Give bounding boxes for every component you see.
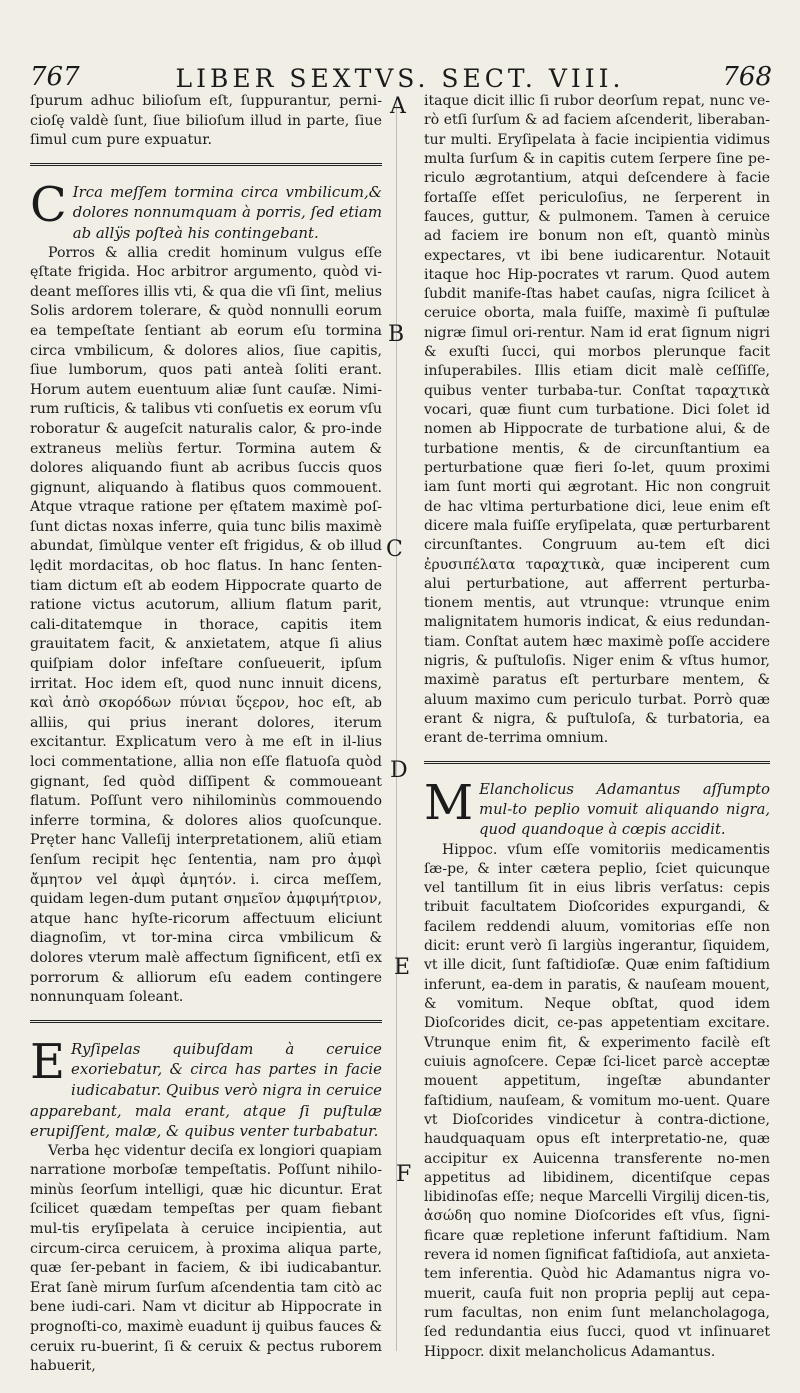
running-title: LIBER SEXTVS. SECT. VIII. [175,64,625,93]
margin-letter-c: C [386,537,403,562]
section-rule [424,761,770,764]
lemma-text: Ryſipelas quibuſdam à ceruice exoriebatur, & circa has partes in facie iudicabatur. Quibus verò nigra in ceruice apparebant, mala erant, atque ſi puſtulæ erupiſſent, malæ, & quibus venter turbabatur. [30,1039,382,1141]
commentary-paragraph: Verba hęc videntur deciſa ex longiori quapiam narratione morboſæ tempeſtatis. Poſſunt nihilo-minùs ſeorſum intelligi, quæ hic dicuntur. Erat ſcilicet quædam tempeſtas per quam fiebant mul-tis eryſipelata à ceruice incipientia, aut circum-circa ceruicem, à proxima aliqua parte, quæ ſer-pebant in faciem, & ibi iudicabantur. Erat ſanè mirum ſurſum aſcendentia tam citò ac bene iudi-cari. Nam vt dicitur ab Hippocrate in prognoſti-co, maximè euadunt ij quibus fauces & ceruix ru-buerint, ſi & ceruix & pectus ruborem habuerit, [30,1142,382,1375]
margin-letter-a: A [390,94,406,119]
continuation-paragraph: itaque dicit illic ſi rubor deorſum repat, nunc ve-rò etſi ſurſum & ad faciem aſcenderit, liberaban-tur multi. Eryſipelata à facie incipientia vidimus multa ſurſum & in capitis cutem ſerpere ſine pe-riculo ægrotantium, atqui deſcendere à facie fortaſſe eſſet periculoſius, ne ſerperent in fauces, guttur, & pulmonem. Tamen à ceruice ad faciem ire bonum non eſt, quantò minùs expectares, vt ibi bene iudicarentur. Notauit itaque hoc Hip-pocrates vt rarum. Quod autem ſubdit manife-ſtas habet cauſas, nigra ſcilicet à ceruice oborta, mala fuiſſe, maximè ſi puſtulæ nigræ ſimul ori-rentur. Nam id erat ſignum nigri & exuſti ſucci, qui morbos plerunque facit inſuperabiles. Illis etiam dicit malè ceſſiſſe, quibus venter turbaba-tur. Conſtat ταραχτικὰ vocari, quæ fiunt cum turbatione. Dici ſolet id nomen ab Hippocrate de turbatione alui, & de turbatione mentis, & de circunſtantium ea perturbatione quæ fieri ſo-let, quum proximi iam ſunt morti qui ægrotant. Hic non congruit de hac vltima perturbatione dici, leue enim eſt dicere mala fuiſſe eryſipelata, quæ perturbarent circunſtantes. Congruum au-tem eſt dici ἐρυσιπέλατα ταραχτικὰ, quæ inciperent cum alui perturbatione, aut afferrent perturba-tionem mentis, aut vtrunque: vtrunque enim malignitatem humoris indicat, & eius redundan-tiam. Conſtat autem hæc maximè poſſe accidere nigris, & puſtuloſis. Niger enim & vſtus humor, maximè paratus eſt perturbare mentem, & aluum maximo cum periculo turbat. Porrò quæ erant & nigra, & puſtuloſa, & turbatoria, ea erant de-terrima omnium. [424,93,770,747]
margin-letter-d: D [390,758,408,783]
continuation-paragraph: ſpurum adhuc bilioſum eſt, ſuppurantur, perni-cioſę valdè ſunt, ſiue bilioſum illud in parte, ſiue ſimul cum pure expuatur. [30,93,382,149]
commentary-paragraph: Hippoc. vſum eſſe vomitoriis medicamentis ſæ-pe, & inter cætera peplio, ſciet quicunque vel tantillum ſit in eius libris verſatus: cepis tribuit facultatem Dioſcorides expurgandi, & facilem reddendi aluum, vomitorias eſſe non dicit: erunt verò ſi largiùs ingerantur, ſiquidem, vt ille dicit, ſunt faſtidioſæ. Quæ enim faſtidium inferunt, ea-dem in paratis, & nauſeam mouent, & vomitum. Neque obſtat, quod idem Dioſcorides dicit, ce-pas appetentiam excitare. Vtrunque enim fit, & experimento facilè eſt cuiuis agnoſcere. Cepæ ſci-licet parcè acceptæ mouent appetitum, ingeſtæ abundanter faſtidium, nauſeam, & vomitum mo-uent. Quare vt Dioſcorides vindicetur à contra-dictione, haudquaquam opus eſt interpretatio-ne, quæ accipitur ex Auicenna transferente no-men appetitus ad libidinem, dicentiſque cepas libidinoſas eſſe; neque Marcelli Virgilij dicen-tis, ἀσώδη quo nomine Dioſcorides eſt vſus, ſigni-ficare quæ repletione inferunt faſtidium. Nam revera id nomen ſignificat faſtidioſa, aut anxieta-tem inferentia. Quòd hic Adamantus nigra vo-muerit, cauſa fuit non propria peplij aut cepa-rum facultas, non enim ſunt melancholagoga, ſed redundantia eius ſucci, quod vt inſinuaret Hippocr. dixit melancholicus Adamantus. [424,841,771,1360]
commentary-paragraph: Porros & allia credit hominum vulgus eſſe ęſtate frigida. Hoc arbitror argumento, quòd vi-deant meſſores illis vti, & qua die vſi ſint, melius Solis ardorem tolerare, & quòd nonnulli eorum ea tempeſtate ſentiant ab eorum eſu tormina circa vmbilicum, & dolores alios, ſiue capitis, ſiue lumborum, quos pati anteà ſoliti erant. Horum autem euentuum aliæ ſunt cauſæ. Nimi-rum ruſticis, & talibus vti conſuetis ex eorum vſu roboratur & augeſcit naturalis calor, & pro-inde extraneus meliùs fertur. Tormina autem & dolores aliquando fiunt ab acribus ſuccis quos gignunt, aliquando à flatibus quos commouent. Atque vtraque ratione per ęſtatem maximè poſ-ſunt dictas noxas inferre, quia tunc bilis maximè abundat, ſimùlque venter eſt frigidus, & ob illud lędit mordacitas, ob hoc flatus. In hanc ſenten-tiam dictum eſt ab eodem Hippocrate quarto de ratione victus acutorum, allium flatum parit, cali-ditatemque in thorace, capitis item grauitatem facit, & anxietatem, atque ſi alius quiſpiam dolor infeſtare conſueuerit, ipſum irritat. Hoc idem eſt, quod nunc innuit dicens, καὶ ἀπὸ σκορόδων πύνιαι ὕςερον, hoc eſt, ab alliis, qui prius inerant dolores, iterum excitantur. Explicatum vero à me eſt in il-lius loci commentatione, allia non eſſe flatuoſa quòd gignant, ſed quòd diſſipent & commoueant flatum. Poſſunt vero nihilominùs commouendo inferre tormina, & dolores alios quoſcunque. Pręter hanc Valleſij interpretationem, aliũ etiam ſenſum recipit hęc ſententia, nam pro ἀμφὶ ἄμητον vel ἀμφὶ ἀμητόν. i. circa meſſem, quidam legen-dum putant σημεῖον ἀμφιμήτριον, atque hanc hyſte-ricorum affectuum eliciunt diagnoſim, vt tor-mina circa vmbilicum & dolores vterum malè affectum ſignificent, etſi ex porrorum & alliorum eſu eadem contingere nonnunquam ſoleant. [30,244,382,1006]
drop-cap: C [30,176,67,233]
drop-cap: M [424,774,474,831]
margin-letter-f: F [396,1162,412,1187]
aphorism-lemma [424,774,770,841]
lemma-text: Irca meſſem tormina circa vmbilicum,& dolores nonnumquam à porris, ſed etiam ab allÿs poſteà his contingebant. [72,182,382,242]
right-column [424,92,770,1362]
page-number-right: 768 [722,62,772,92]
section-rule [30,163,382,166]
margin-letter-e: E [394,955,411,980]
section-rule [30,1020,382,1023]
lemma-text: Elancholicus Adamantus aſſumpto mul-to peplio vomuit aliquando nigra, quod quandoque à cœpis accidit. [479,780,770,839]
page-number-left: 767 [30,62,80,92]
aphorism-lemma [30,176,382,244]
drop-cap: E [30,1033,66,1090]
margin-letter-b: B [388,322,405,347]
left-column [30,92,382,1377]
aphorism-lemma [30,1033,382,1142]
